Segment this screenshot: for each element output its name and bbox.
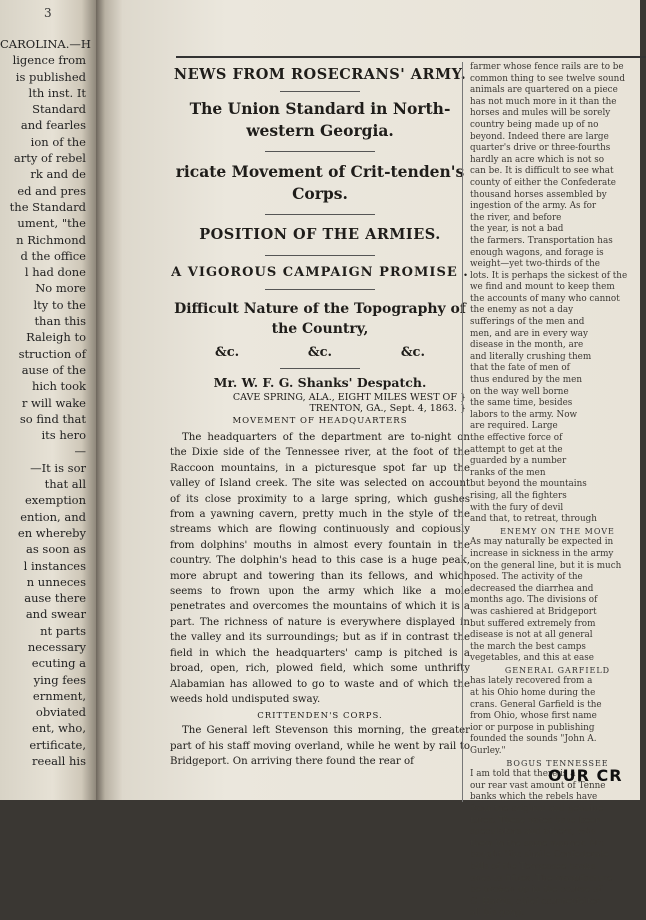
- adjacent-text-line: on the general line, but it is much: [470, 560, 622, 571]
- adjacent-text-line: men, and are in every way: [470, 328, 588, 339]
- deck-3: POSITION OF THE ARMIES.: [199, 226, 441, 243]
- left-text-line: so find that: [19, 411, 86, 426]
- adjacent-text-line: weight—yet two-thirds of the: [470, 259, 600, 270]
- footer-banner: OUR CR: [548, 766, 623, 785]
- adjacent-text-line: ranks of the men: [470, 467, 546, 478]
- adjacent-text-line: the river, and before: [470, 212, 562, 223]
- left-text-line: is published: [15, 69, 86, 84]
- page-number: 3: [44, 6, 52, 20]
- adjacent-text-line: and that, to retreat, through: [470, 514, 597, 525]
- adjacent-text-line: rising, all the fighters: [470, 490, 567, 501]
- adjacent-text-line: sufferings of the men and: [470, 317, 585, 328]
- adjacent-text-line: lots. It is perhaps the sickest of the: [470, 270, 628, 281]
- adjacent-text-line: common thing to see twelve sound: [470, 73, 625, 84]
- adjacent-subhead: GENERAL GARFIELD: [504, 665, 611, 675]
- dateline-2: TRENTON, GA., Sept. 4, 1863. }: [309, 403, 466, 414]
- adjacent-text-line: bills of the Tennessee banks: [470, 861, 596, 872]
- adjacent-text-line: animals are quartered on a piece: [470, 85, 618, 96]
- left-text-line: l instances: [23, 558, 86, 573]
- left-text-line: struction of: [18, 346, 86, 361]
- adjacent-text-line: disease in the month, are: [470, 340, 584, 351]
- deck-4: A VIGOROUS CAMPAIGN PROMISE .: [171, 265, 469, 280]
- adjacent-text-line: has lately recovered from a: [470, 676, 593, 687]
- article-column: [170, 62, 470, 770]
- left-text-line: rk and de: [30, 167, 86, 182]
- adjacent-text-line: but suffered extremely from: [470, 618, 596, 629]
- adjacent-text-line: from Ohio, whose first name: [470, 711, 597, 722]
- divider: [280, 91, 360, 92]
- adjacent-text-line: labors to the army. Now: [470, 409, 578, 420]
- left-text-line: nt parts: [40, 623, 86, 638]
- left-text-line: ention, and: [20, 509, 86, 524]
- adjacent-text-line: thousand horses assembled by: [470, 189, 607, 200]
- left-text-line: ument, "the: [17, 216, 86, 231]
- left-text-line: ertificate,: [29, 737, 86, 752]
- adjacent-text-line: we find and mount to keep them: [470, 282, 615, 293]
- adjacent-text-line: be broken up in the course of: [470, 885, 602, 896]
- adjacent-text-line: ones to fifties. The manufacture: [470, 873, 613, 884]
- etc-2: &c.: [307, 345, 333, 360]
- left-text-line: —It is sor: [30, 460, 86, 475]
- adjacent-text-line: was cashiered at Bridgeport: [470, 606, 597, 617]
- adjacent-text-line: disease is not at all general: [470, 630, 593, 641]
- byline: Mr. W. F. G. Shanks' Despatch.: [213, 375, 427, 390]
- adjacent-text-line: thus endured by the men: [470, 375, 582, 386]
- left-text-line: r will wake: [21, 395, 86, 410]
- etc-3: &c.: [400, 345, 425, 360]
- left-text-line: ecuting a: [31, 656, 86, 671]
- adjacent-text-line: the accounts of many who cannot: [470, 293, 620, 304]
- adjacent-text-line: decreased the diarrhea and: [470, 583, 594, 594]
- adjacent-text-line: ingestion of the army. As for: [470, 201, 597, 212]
- left-text-line: than this: [34, 314, 86, 329]
- left-text-line: its hero: [41, 428, 86, 443]
- left-text-line: reeall his: [32, 754, 86, 769]
- adjacent-text-line: posed. The activity of the: [470, 572, 583, 583]
- divider: [280, 368, 360, 369]
- adjacent-text-line: country being made up of no: [470, 119, 599, 130]
- deck-1: The Union Standard in North-western Georgia.: [189, 99, 451, 140]
- subhead-crittenden: CRITTENDEN'S CORPS.: [257, 711, 383, 722]
- left-text-line: necessary: [27, 639, 86, 654]
- adjacent-text-line: that the fate of men of: [470, 363, 570, 374]
- divider: [265, 255, 375, 256]
- book-gutter: [96, 0, 122, 800]
- left-text-line: as soon as: [26, 542, 86, 557]
- adjacent-subhead: ENEMY ON THE MOVE: [500, 526, 615, 536]
- adjacent-text-line: months ago. The divisions of: [470, 595, 598, 606]
- left-text-line: lty to the: [33, 297, 86, 312]
- left-text-line: l had done: [24, 265, 86, 280]
- adjacent-text-line: county of either the Confederate: [470, 177, 617, 188]
- adjacent-text-line: banks which the rebels have: [470, 792, 598, 803]
- left-page: [0, 0, 96, 800]
- left-text-line: exemption: [25, 493, 86, 508]
- left-text-line: obviated: [35, 705, 86, 720]
- left-text-line: Standard: [32, 102, 86, 117]
- left-text-line: n unneces: [26, 574, 86, 589]
- adjacent-text-line: hardly an acre which is not so: [470, 154, 605, 165]
- divider: [265, 289, 375, 290]
- deck-5: Difficult Nature of the Topography of the Country,: [174, 301, 466, 337]
- headline: NEWS FROM ROSECRANS' ARMY.: [173, 66, 467, 83]
- etc-row: [215, 345, 425, 360]
- adjacent-text-line: tures. These notes have been: [470, 815, 601, 826]
- left-text-line: and fearles: [20, 118, 86, 133]
- adjacent-text-line: founded the sounds "John A.: [470, 734, 597, 745]
- adjacent-text-line: can be. It is difficult to see what: [470, 166, 614, 177]
- etc-1: &c.: [215, 345, 240, 360]
- left-text-line: lth inst. It: [28, 85, 86, 100]
- left-text-line: hich took: [31, 379, 86, 394]
- left-column-text: [0, 36, 90, 769]
- adjacent-text-line: our rear vast amount of Tenne: [470, 780, 606, 791]
- adjacent-text-line: G. Harris, chief counterfeiter: [470, 896, 600, 907]
- adjacent-text-line: and literally crushing them: [470, 351, 592, 362]
- adjacent-text-line: speculators and others, who: [470, 827, 597, 838]
- subhead-headquarters: MOVEMENT OF HEADQUARTERS: [232, 416, 408, 426]
- adjacent-text-line: at his Ohio home during the: [470, 688, 596, 699]
- left-text-line: the Standard: [9, 199, 86, 214]
- left-text-line: n Richmond: [16, 232, 86, 247]
- left-text-line: ion of the: [30, 134, 86, 149]
- adjacent-text-line: them in the same manner. Mr.: [470, 838, 605, 849]
- divider: [265, 214, 375, 215]
- adjacent-text-line: the year, is not a bad: [470, 224, 564, 235]
- adjacent-text-line: guarded by a number: [470, 456, 567, 467]
- body-paragraph-2: The General left Stevenson this morning, the greater part of his staff moving overland, while he went by rail to Bridgeport. On arriving there found the rear of: [170, 725, 470, 768]
- adjacent-text-line: the enemy as not a day: [470, 305, 574, 316]
- adjacent-text-line: increase in sickness in the army: [470, 548, 614, 559]
- top-rule: [176, 56, 646, 58]
- adjacent-text-line: Gurley.": [470, 746, 506, 757]
- left-text-line: ause there: [24, 591, 86, 606]
- body-paragraph-1: The headquarters of the department are to-night on the Dixie side of the Tennessee river, at the foot of the Raccoon mountains, in a picturesque spot far up the valley of Island creek. The site was selected on account of its close proximity to a large spring, which gushes from a yawning cavern, pretty much in the style of the streams which are flowing continuously and copiously from dolphins' mouths in almost every fountain in the country. The dolphin's head to this case is a huge peak, more abrupt and towering than its fellows, and which seems to frown upon the army which like a mole penetrates and overcomes the mountains of which it is a part. The richness of nature is everywhere displayed in the valley and its surroundings; but as if in contrast the field in which the headquarters' camp is pitched is a broad, open, rich, plowed field, which some unthrifty Alabamian has allowed to go to waste and of which the weeds hold undisputed sway.: [170, 432, 470, 705]
- adjacent-text-line: the farmers. Transportation has: [470, 235, 613, 246]
- adjacent-text-line: the march the best camps: [470, 641, 586, 652]
- left-text-line: CAROLINA.—H: [0, 37, 91, 51]
- left-text-line: —: [74, 444, 86, 459]
- adjacent-text-line: quarter's drive or three-fourths: [470, 143, 611, 154]
- right-page: [122, 0, 640, 919]
- adjacent-text-line: from the original and genuine: [470, 804, 604, 814]
- adjacent-text-line: vegetables, and this at ease: [470, 653, 594, 664]
- divider: [265, 151, 375, 152]
- left-text-line: d the office: [20, 248, 86, 263]
- adjacent-text-line: ior or purpose in publishing: [470, 722, 595, 733]
- adjacent-text-line: I am told that there is a: [470, 769, 576, 780]
- left-text-line: ed and pres: [17, 183, 86, 198]
- adjacent-text-line: but beyond the mountains: [470, 479, 587, 490]
- left-text-line: that all: [44, 477, 86, 492]
- left-text-line: No more: [35, 281, 86, 296]
- left-text-line: ent, who,: [32, 721, 86, 736]
- adjacent-text-line: the same time, besides: [470, 398, 573, 409]
- left-text-line: ernment,: [32, 688, 86, 703]
- deck-2: ricate Movement of Crit-tenden's Corps.: [175, 162, 465, 203]
- left-text-line: ying fees: [33, 672, 86, 687]
- adjacent-text-line: horses and mules will be sorely: [470, 108, 611, 119]
- adjacent-text-line: farmer whose fence rails are to be: [470, 62, 624, 72]
- adjacent-text-line: crans. General Garfield is the: [470, 699, 602, 710]
- adjacent-text-line: beyond. Indeed there are large: [470, 131, 609, 142]
- left-text-line: ause of the: [21, 362, 86, 377]
- adjacent-text-line: attempt to get at the: [470, 444, 563, 455]
- adjacent-subhead: BOGUS TENNESSEE: [506, 758, 609, 768]
- adjacent-text-line: has not much more in it than the: [470, 96, 617, 107]
- adjacent-column-text: [470, 62, 645, 920]
- adjacent-text-line: bought "fac simile Confederate: [470, 850, 609, 861]
- left-text-line: Raleigh to: [26, 330, 86, 345]
- column-rule: [462, 62, 463, 802]
- adjacent-text-line: the effective force of: [470, 433, 563, 443]
- left-text-line: arty of rebel: [13, 151, 86, 166]
- adjacent-text-line: all his gang.: [470, 908, 525, 919]
- dateline-1: CAVE SPRING, ALA., EIGHT MILES WEST OF }: [232, 392, 466, 403]
- adjacent-text-line: enough wagons, and forage is: [470, 247, 604, 258]
- left-text-line: en whereby: [17, 525, 86, 540]
- adjacent-text-line: As may naturally be expected in: [470, 537, 614, 548]
- adjacent-text-line: with the fury of devil: [470, 502, 564, 513]
- left-text-line: ligence from: [12, 53, 86, 68]
- adjacent-text-line: are required. Large: [470, 421, 558, 432]
- left-text-line: and swear: [25, 607, 86, 622]
- adjacent-text-line: on the way well borne: [470, 386, 569, 397]
